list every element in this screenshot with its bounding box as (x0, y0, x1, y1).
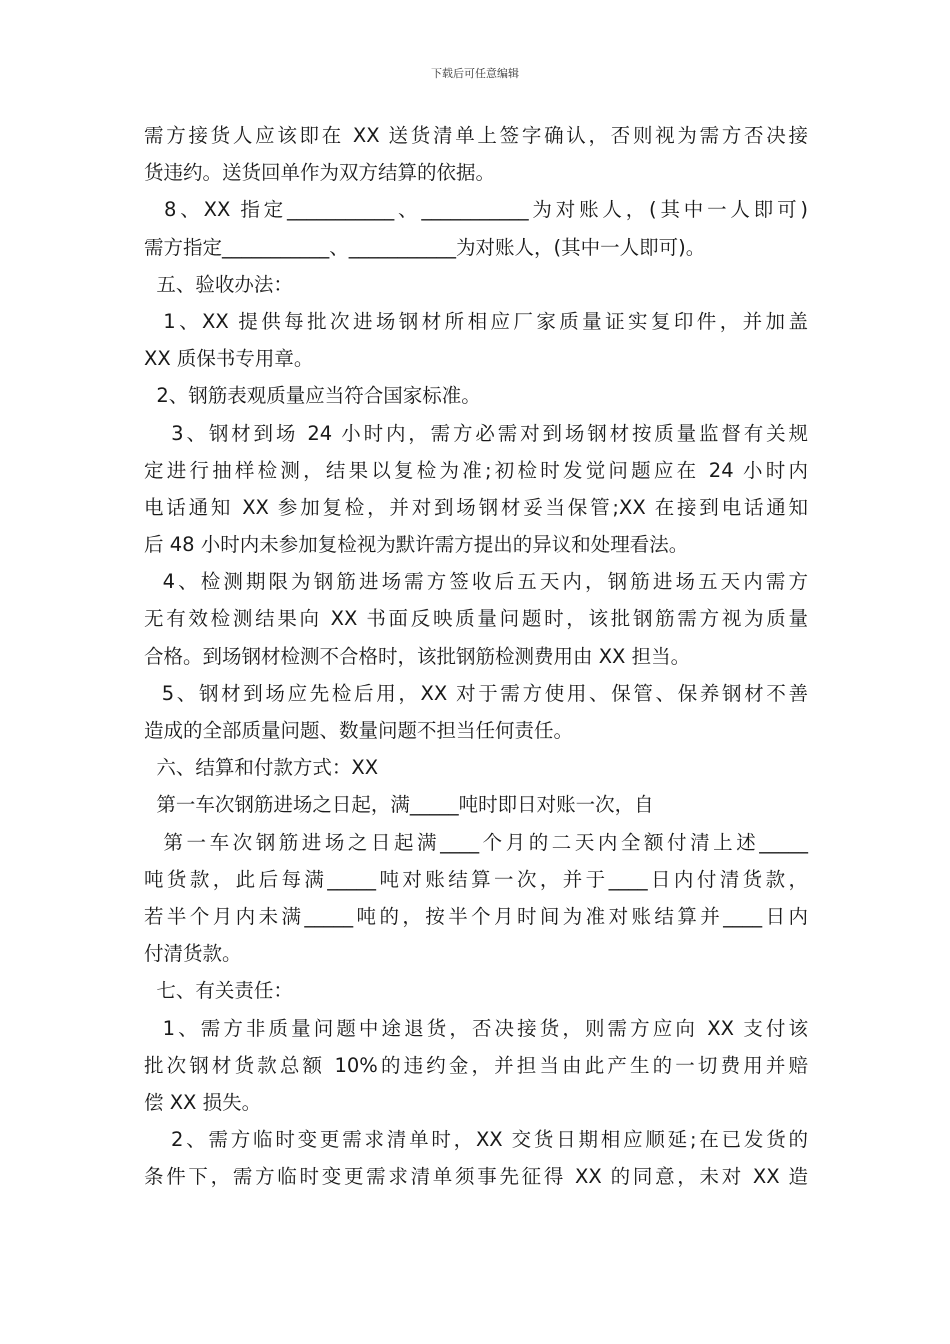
document-line: 需方指定___________、___________为对账人，(其中一人即可)。 (144, 235, 706, 259)
page-header: 下载后可任意编辑 (431, 67, 519, 80)
document-line: 批次钢材货款总额 10%的违约金，并担当由此产生的一切费用并赔 (144, 1053, 808, 1077)
document-line: 电话通知 XX 参加复检，并对到场钢材妥当保管;XX 在接到电话通知 (144, 495, 808, 519)
document-body (144, 117, 808, 1195)
document-line: 付清货款。 (144, 942, 242, 966)
document-line: 需方接货人应该即在 XX 送货清单上签字确认，否则视为需方否决接 (144, 124, 808, 147)
document-line: XX 质保书专用章。 (144, 347, 314, 371)
document-line: 无有效检测结果向 XX 书面反映质量问题时，该批钢筋需方视为质量 (144, 607, 808, 631)
document-line: 六、结算和付款方式：XX (144, 756, 379, 780)
document-line: 2、钢筋表观质量应当符合国家标准。 (144, 384, 481, 408)
document-line: 4、检测期限为钢筋进场需方签收后五天内，钢筋进场五天内需方 (144, 570, 808, 594)
document-line: 后 48 小时内未参加复检视为默许需方提出的异议和处理看法。 (144, 533, 689, 557)
document-line: 若半个月内未满_____吨的，按半个月时间为准对账结算并____日内 (144, 904, 808, 928)
document-line: 1、XX 提供每批次进场钢材所相应厂家质量证实复印件，并加盖 (144, 309, 808, 333)
document-line: 8、XX 指定___________、___________为对账人，(其中一人即可) (144, 198, 808, 222)
document-line: 偿 XX 损失。 (144, 1090, 262, 1114)
document-line: 1、需方非质量问题中途退货，否决接货，则需方应向 XX 支付该 (144, 1016, 808, 1040)
document-line: 吨货款，此后每满_____吨对账结算一次，并于____日内付清货款， (144, 867, 808, 891)
document-line: 条件下，需方临时变更需求清单须事先征得 XX 的同意，未对 XX 造 (144, 1165, 808, 1189)
document-line: 合格。到场钢材检测不合格时，该批钢筋检测费用由 XX 担当。 (144, 644, 691, 668)
document-line: 定进行抽样检测，结果以复检为准;初检时发觉问题应在 24 小时内 (144, 458, 808, 482)
document-line: 七、有关责任： (144, 979, 293, 1003)
document-line: 造成的全部质量问题、数量问题不担当任何责任。 (144, 719, 574, 742)
document-line: 3、钢材到场 24 小时内，需方必需对到场钢材按质量监督有关规 (144, 421, 808, 445)
document-line: 货违约。送货回单作为双方结算的依据。 (144, 161, 496, 185)
document-line: 第一车次钢筋进场之日起，满_____吨时即日对账一次，自 (144, 793, 654, 817)
document-line: 五、验收办法： (144, 272, 293, 296)
document-line: 第一车次钢筋进场之日起满____个月的二天内全额付清上述_____ (144, 830, 808, 854)
document-line: 2、需方临时变更需求清单时，XX 交货日期相应顺延;在已发货的 (144, 1128, 808, 1152)
document-line: 5、钢材到场应先检后用，XX 对于需方使用、保管、保养钢材不善 (144, 681, 808, 705)
